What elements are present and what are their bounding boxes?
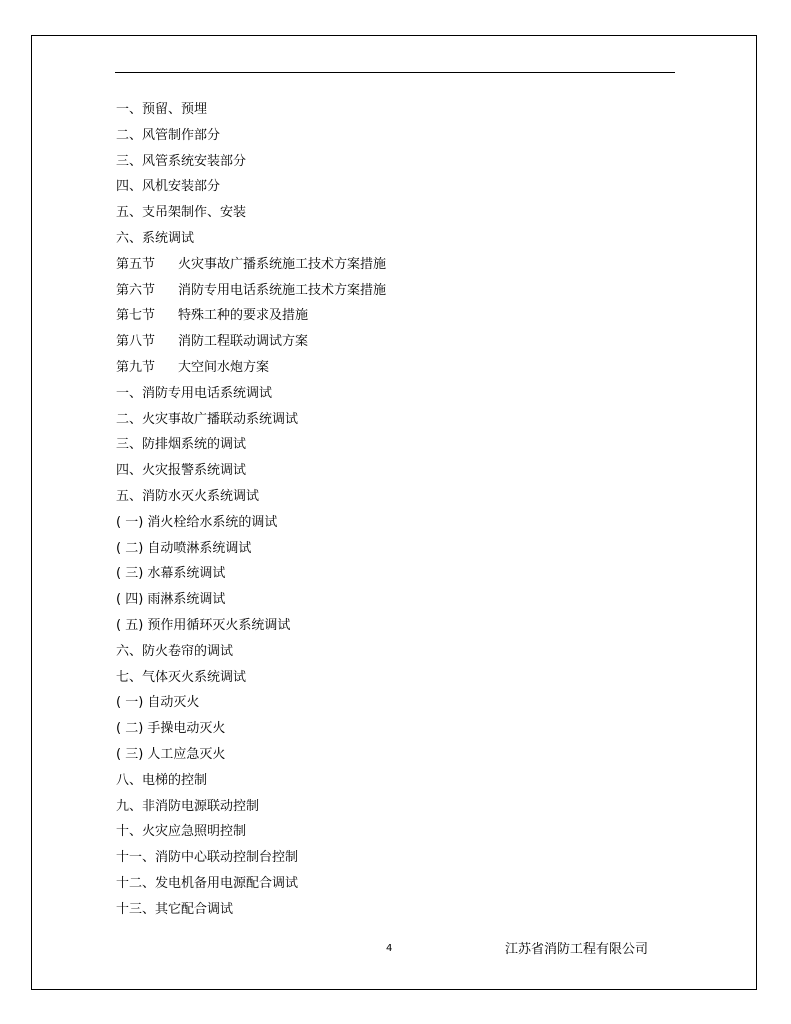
toc-item-text: 二、火灾事故广播联动系统调试 bbox=[116, 411, 299, 427]
toc-item-text: 消防工程联动调试方案 bbox=[178, 334, 309, 350]
toc-item-text: 一、消防专用电话系统调试 bbox=[116, 385, 273, 401]
toc-line bbox=[116, 278, 386, 304]
toc-line bbox=[116, 381, 386, 407]
toc-item-text: 六、系统调试 bbox=[116, 230, 195, 246]
toc-section-number: 第七节 bbox=[116, 308, 156, 324]
toc-line bbox=[116, 123, 386, 149]
toc-line bbox=[116, 613, 386, 639]
toc-item-text: ( 一) 消火栓给水系统的调试 bbox=[116, 514, 278, 530]
toc-item-text: 十三、其它配合调试 bbox=[116, 901, 234, 917]
toc-item-text: 七、气体灭火系统调试 bbox=[116, 669, 247, 685]
toc-item-text: 四、火灾报警系统调试 bbox=[116, 463, 247, 479]
toc-item-text: 五、消防水灭火系统调试 bbox=[116, 488, 260, 504]
toc-line bbox=[116, 97, 386, 123]
toc-item-text: 一、预留、预埋 bbox=[116, 102, 208, 117]
toc-line bbox=[116, 587, 386, 613]
toc-item-text: ( 四) 雨淋系统调试 bbox=[116, 592, 226, 608]
toc-item-text: ( 二) 自动喷淋系统调试 bbox=[116, 540, 252, 556]
toc-item-text: 十二、发电机备用电源配合调试 bbox=[116, 875, 299, 891]
toc-item-text: ( 五) 预作用循环灭火系统调试 bbox=[116, 617, 291, 633]
toc-line bbox=[116, 690, 386, 716]
toc-item-text: 五、支吊架制作、安装 bbox=[116, 205, 247, 221]
toc-item-text: 三、防排烟系统的调试 bbox=[116, 437, 247, 453]
toc-item-text: 三、风管系统安装部分 bbox=[116, 153, 247, 169]
toc-section-number: 第六节 bbox=[116, 282, 156, 298]
toc-line bbox=[116, 484, 386, 510]
toc-item-text: ( 三) 水幕系统调试 bbox=[116, 566, 226, 582]
header-rule bbox=[115, 72, 675, 73]
toc-item-text: 二、风管制作部分 bbox=[116, 127, 221, 143]
toc-item-text: 九、非消防电源联动控制 bbox=[116, 798, 260, 814]
toc-item-text: 六、防火卷帘的调试 bbox=[116, 643, 234, 659]
toc-section-number: 第八节 bbox=[116, 334, 156, 350]
toc-line bbox=[116, 149, 386, 175]
toc-line bbox=[116, 794, 386, 820]
toc-item-text: 四、风机安装部分 bbox=[116, 179, 221, 195]
toc-item-text: 十一、消防中心联动控制台控制 bbox=[116, 850, 299, 866]
toc-line bbox=[116, 742, 386, 768]
toc-line bbox=[116, 768, 386, 794]
table-of-contents bbox=[116, 97, 386, 923]
toc-line bbox=[116, 665, 386, 691]
toc-line bbox=[116, 561, 386, 587]
toc-line bbox=[116, 510, 386, 536]
toc-line bbox=[116, 845, 386, 871]
toc-line bbox=[116, 432, 386, 458]
toc-item-text: ( 一) 自动灭火 bbox=[116, 695, 200, 711]
toc-item-text: 十、火灾应急照明控制 bbox=[116, 824, 247, 840]
toc-line bbox=[116, 819, 386, 845]
toc-line bbox=[116, 252, 386, 278]
toc-line bbox=[116, 407, 386, 433]
toc-item-text: 火灾事故广播系统施工技术方案措施 bbox=[178, 256, 387, 272]
toc-line bbox=[116, 639, 386, 665]
page-number: 4 bbox=[386, 943, 393, 954]
toc-section-number: 第五节 bbox=[116, 256, 156, 272]
toc-item-text: 大空间水炮方案 bbox=[178, 359, 270, 375]
toc-item-text: 特殊工种的要求及措施 bbox=[178, 308, 309, 324]
toc-line bbox=[116, 329, 386, 355]
company-name: 江苏省消防工程有限公司 bbox=[505, 942, 649, 957]
toc-item-text: 八、电梯的控制 bbox=[116, 772, 208, 788]
toc-line bbox=[116, 355, 386, 381]
toc-line bbox=[116, 871, 386, 897]
toc-item-text: 消防专用电话系统施工技术方案措施 bbox=[178, 282, 387, 298]
toc-line bbox=[116, 226, 386, 252]
toc-line bbox=[116, 200, 386, 226]
toc-line bbox=[116, 897, 386, 923]
toc-line bbox=[116, 303, 386, 329]
toc-line bbox=[116, 716, 386, 742]
toc-line bbox=[116, 458, 386, 484]
toc-item-text: ( 三) 人工应急灭火 bbox=[116, 746, 226, 762]
toc-line bbox=[116, 174, 386, 200]
toc-section-number: 第九节 bbox=[116, 359, 156, 375]
toc-line bbox=[116, 536, 386, 562]
toc-item-text: ( 二) 手操电动灭火 bbox=[116, 721, 226, 737]
